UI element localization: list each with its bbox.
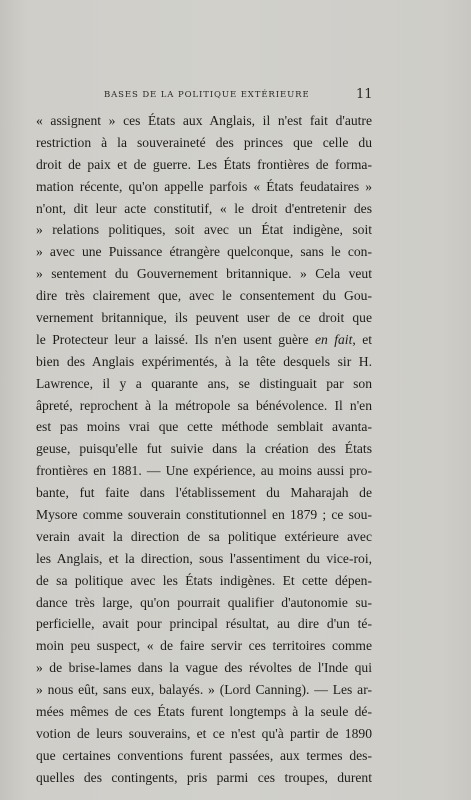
text-line: mées mêmes de ces États furent longtemps à la seule dé-: [36, 704, 372, 720]
text-line: restriction à la souveraineté des princes que celle du: [36, 134, 372, 150]
text-line: » relations politiques, soit avec un État indigène, soit: [36, 222, 372, 238]
body-text: [36, 110, 372, 789]
text-line: » nous eût, sans eux, balayés. » (Lord Canning). — Les ar-: [36, 682, 372, 698]
text-line: Lawrence, il y a quarante ans, se distinguait par son: [36, 375, 372, 391]
running-head: BASES DE LA POLITIQUE EXTÉRIEURE: [104, 90, 310, 100]
text-line: verain avait la direction de sa politique extérieure avec: [36, 528, 372, 544]
text-line: Mysore comme souverain constitutionnel en 1879 ; ce sou-: [36, 507, 372, 523]
text-line: » de brise-lames dans la vague des révoltes de l'Inde qui: [36, 660, 372, 676]
text-line: les Anglais, et la direction, sous l'assentiment du vice-roi,: [36, 550, 372, 566]
text-segment: , et: [352, 331, 373, 347]
text-line: votion de leurs souverains, et ce n'est qu'à partir de 1890: [36, 725, 372, 741]
text-line: droit de paix et de guerre. Les États frontières de forma-: [36, 156, 372, 172]
text-line: bien des Anglais expérimentés, à la tête desquels sir H.: [36, 353, 372, 369]
page-header: [0, 88, 471, 104]
text-line-with-italic: [36, 329, 372, 351]
text-line: quelles des contingents, pris parmi ces troupes, durent: [36, 769, 372, 785]
text-line: » avec une Puissance étrangère quelconque, sans le con-: [36, 244, 372, 260]
text-line: est pas moins vrai que cette méthode semblait avanta-: [36, 419, 372, 435]
page-number: 11: [356, 87, 373, 102]
text-line: que certaines conventions furent passées, aux termes des-: [36, 747, 372, 763]
text-line: bante, fut faite dans l'établissement du Maharajah de: [36, 485, 372, 501]
text-line: âpreté, reprochent à la métropole sa bénévolence. Il n'en: [36, 397, 372, 413]
text-line: » sentement du Gouvernement britannique. » Cela veut: [36, 266, 372, 282]
text-line: geuse, puisqu'elle fut suivie dans la création des États: [36, 441, 372, 457]
text-line: n'ont, dit leur acte constitutif, « le droit d'entretenir des: [36, 200, 372, 216]
text-line: vernement britannique, ils peuvent user de ce droit que: [36, 310, 372, 326]
text-line: moin peu suspect, « de faire servir ces territoires comme: [36, 638, 372, 654]
text-segment: le Protecteur leur a laissé. Ils n'en usent guère: [36, 331, 309, 347]
italic-phrase: en fait: [314, 331, 353, 347]
text-line: « assignent » ces États aux Anglais, il n'est fait d'autre: [36, 113, 372, 128]
text-line: frontières en 1881. — Une expérience, au moins aussi pro-: [36, 463, 372, 479]
text-line: de sa politique avec les États indigènes. Et cette dépen-: [36, 572, 372, 588]
text-line: dire très clairement que, avec le consentement du Gou-: [36, 288, 372, 304]
text-line: dance très large, qu'on pourrait qualifier d'autonomie su-: [36, 594, 372, 610]
text-line: mation récente, qu'on appelle parfois « États feudataires »: [36, 178, 372, 194]
text-line: perficielle, avait pour principal résultat, au dire d'un té-: [36, 616, 372, 632]
